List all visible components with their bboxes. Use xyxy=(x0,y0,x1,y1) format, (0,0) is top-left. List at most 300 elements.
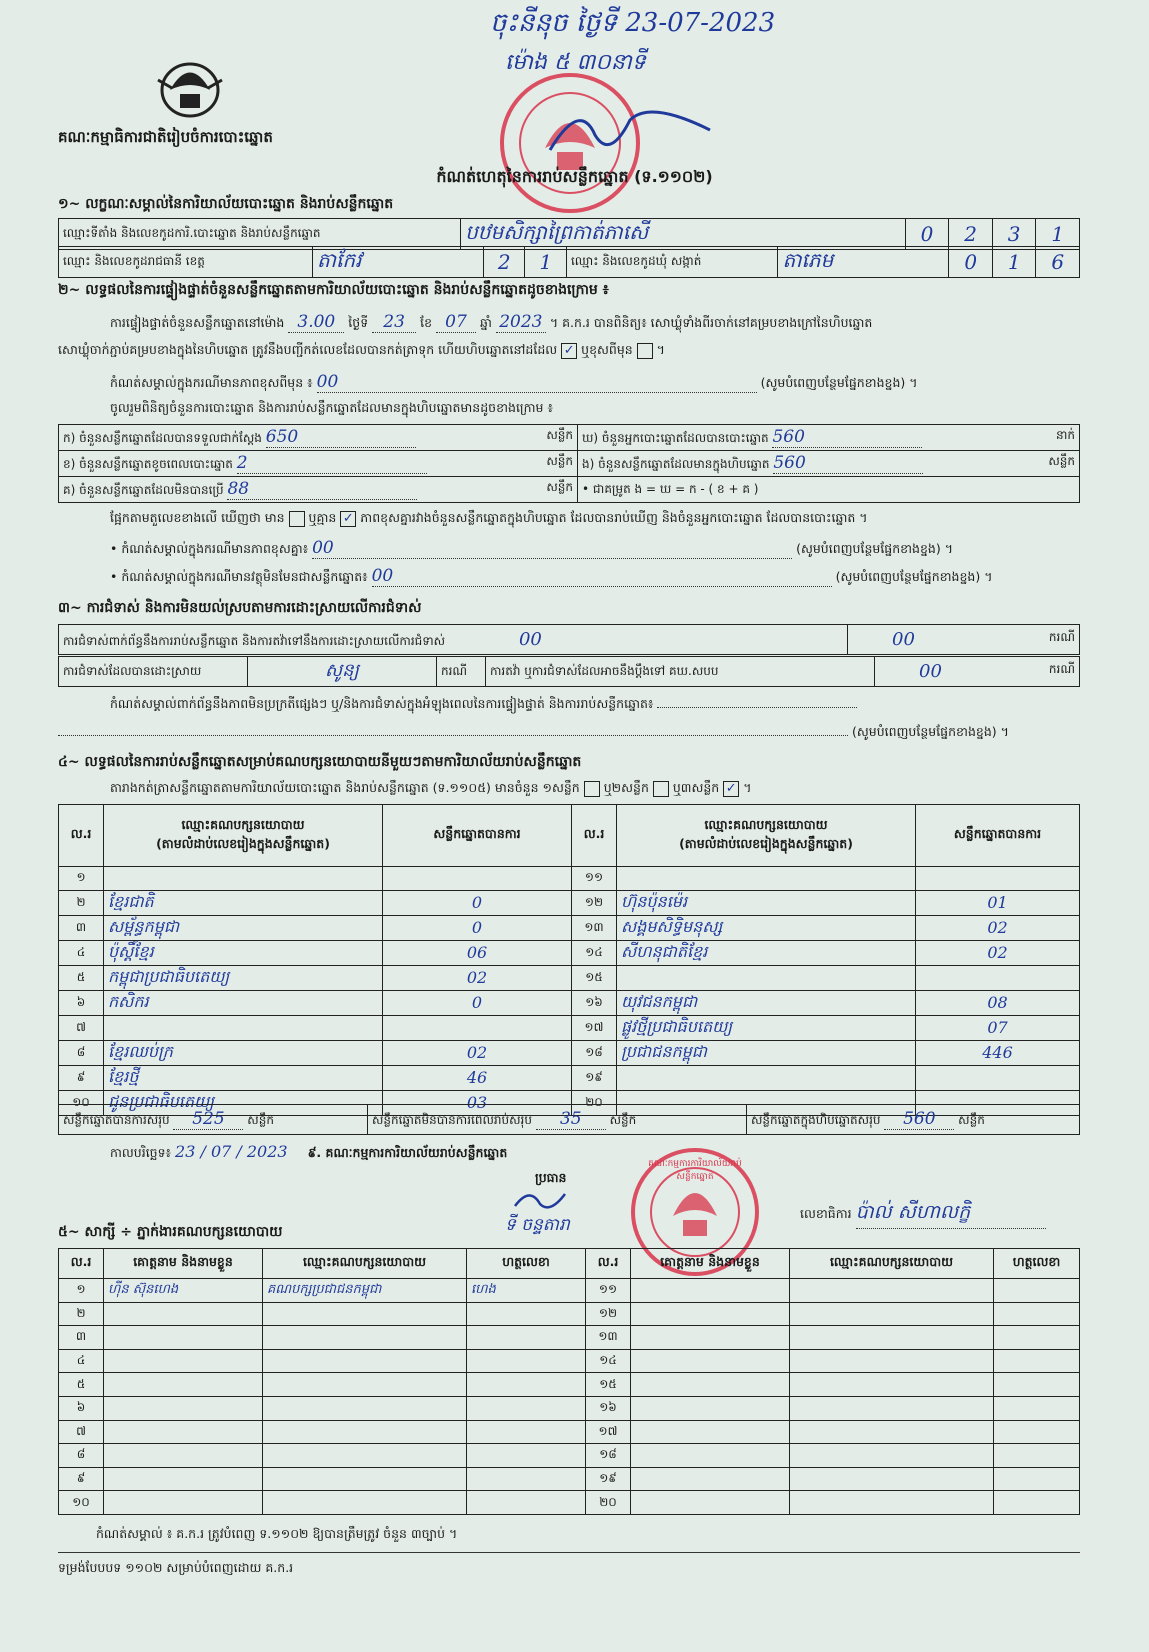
foreign-note-value[interactable]: 00 xyxy=(372,566,832,587)
chair-signature-icon xyxy=(510,1186,570,1216)
sheets-intro: តារាងកត់ត្រាសន្លឹកឆ្នោតតាមការិយាល័យបោះឆ្នោត និងរាប់សន្លឹកឆ្នោត (ទ.១១០៥) មានចំនួន ១សន្លឹក xyxy=(110,780,580,795)
witness-party[interactable] xyxy=(263,1373,467,1397)
witness-name[interactable] xyxy=(631,1326,790,1350)
party-votes[interactable] xyxy=(916,1065,1080,1090)
party-name[interactable]: ប៉ុស្តិ៍ខ្មែរ xyxy=(104,940,383,965)
witness-party[interactable] xyxy=(263,1396,467,1420)
party-results-table xyxy=(58,804,1080,1116)
objection-row-1b xyxy=(848,625,1080,655)
foreign-note-refill: (សូមបំពេញបន្ថែមផ្នែកខាងខ្នង) ។ xyxy=(835,569,993,584)
party-name[interactable]: ផ្លូវថ្មីប្រជាធិបតេយ្យ xyxy=(617,1015,916,1040)
witness-name[interactable] xyxy=(104,1373,263,1397)
commune-code-digit[interactable]: 1 xyxy=(992,247,1036,278)
witness-name[interactable] xyxy=(631,1420,790,1444)
sheets-opt3: ឬ៣សន្លឹក xyxy=(672,780,720,795)
verify-time[interactable]: 3.00 xyxy=(288,312,344,333)
witness-sign[interactable] xyxy=(994,1326,1080,1350)
footer-divider xyxy=(58,1552,1080,1553)
appeal-value[interactable]: 00 xyxy=(919,661,942,682)
seal-note-value[interactable]: 00 xyxy=(317,372,757,393)
party-name[interactable]: សម្ព័ន្ធកម្ពុជា xyxy=(104,915,383,940)
difference-text-a: ផ្អែកតាមតួលេខខាងលើ ឃើញថា មាន xyxy=(110,510,285,525)
row-no: ១៣ xyxy=(586,1326,631,1350)
inbox-unit: សន្លឹក xyxy=(1048,454,1075,468)
resolved-label: ការជំទាស់ដែលបានដោះស្រាយ xyxy=(59,657,248,687)
party-name[interactable]: ខ្មែរជាតិ xyxy=(104,890,383,915)
seal-text: គណៈកម្មការការិយាល័យរាប់សន្លឹកឆ្នោត xyxy=(648,1159,742,1182)
appeal-unit: ករណី xyxy=(1048,662,1075,676)
station-code-digit[interactable]: 0 xyxy=(905,219,949,250)
row-no: ១៦ xyxy=(586,1396,631,1420)
received-unit: សន្លឹក xyxy=(546,428,573,442)
row-no: ១០ xyxy=(59,1491,104,1515)
table-row xyxy=(59,915,1080,940)
party-votes[interactable]: 0 xyxy=(383,915,572,940)
table-row xyxy=(59,1015,1080,1040)
witness-body xyxy=(59,1279,1080,1515)
party-votes[interactable] xyxy=(916,867,1080,891)
party-name[interactable]: កម្ពុជាប្រជាធិបតេយ្យ xyxy=(104,965,383,990)
seal-line-text: សោឃ្លុំចាក់ភ្ជាប់គម្របខាងក្នុងនៃហិបឆ្នោត ត្រូវនឹងបញ្ជីកត់លេខដែលបានកត់ត្រាទុក ហើយហិបឆ្នោតនៅដដែល xyxy=(58,342,558,357)
witness-party[interactable] xyxy=(790,1302,994,1326)
witness-sign[interactable] xyxy=(994,1373,1080,1397)
col-party-label: ឈ្មោះគណបក្សនយោបាយ xyxy=(181,816,305,832)
witness-name[interactable] xyxy=(104,1491,263,1515)
witness-party[interactable] xyxy=(790,1396,994,1420)
witness-table xyxy=(58,1248,1080,1515)
witness-party[interactable] xyxy=(790,1420,994,1444)
witness-party[interactable] xyxy=(263,1420,467,1444)
total-box-cell xyxy=(747,1105,1080,1135)
resolved-unit: ករណី xyxy=(437,657,486,687)
row-no: ២ xyxy=(59,1302,104,1326)
received-value[interactable]: 650 xyxy=(266,427,416,448)
row-no: ១៩ xyxy=(572,1065,617,1090)
row-no: ៥ xyxy=(59,965,104,990)
section-1-table-2 xyxy=(58,246,1080,278)
witness-party[interactable] xyxy=(263,1467,467,1491)
witness-sign[interactable] xyxy=(994,1467,1080,1491)
witness-sign[interactable] xyxy=(467,1491,586,1515)
witness-name[interactable] xyxy=(631,1349,790,1373)
col-party-label: ឈ្មោះគណបក្សនយោបាយ xyxy=(704,816,828,832)
row-no: ៥ xyxy=(59,1373,104,1397)
witness-party[interactable] xyxy=(790,1373,994,1397)
col-no: ល.រ xyxy=(59,805,104,867)
witness-sign[interactable] xyxy=(467,1326,586,1350)
commune-code-digit[interactable]: 6 xyxy=(1036,247,1080,278)
witness-name[interactable] xyxy=(104,1444,263,1468)
province-value[interactable]: តាកែវ xyxy=(312,247,483,278)
station-code-digit[interactable]: 1 xyxy=(1036,219,1080,250)
voters-value[interactable]: 560 xyxy=(772,427,922,448)
difference-no-checkbox[interactable]: ✓ xyxy=(340,511,356,527)
difference-text-c: ភាពខុសគ្នារវាងចំនួនសន្លឹកឆ្នោតក្នុងហិបឆ្នោត ដែលបានរាប់ឃើញ និងចំនួនអ្នកបោះឆ្នោត ដែលបានបោះឆ្នោត ។ xyxy=(360,510,868,525)
witness-party[interactable] xyxy=(263,1326,467,1350)
seal-changed-label: ឬខុសពីមុន xyxy=(581,342,633,357)
seal-intact-checkbox[interactable]: ✓ xyxy=(561,343,577,359)
committee-label: ៩. គណៈកម្មការការិយាល័យរាប់សន្លឹកឆ្នោត xyxy=(307,1145,508,1160)
handwritten-date-note: ចុះនីនុច ថ្ងៃទី 23-07-2023 xyxy=(490,8,776,38)
date-line xyxy=(110,1142,507,1164)
col-party xyxy=(617,805,916,867)
party-name[interactable]: ជូនប្រជាធិបតេយ្យ xyxy=(104,1090,383,1115)
col-party xyxy=(104,805,383,867)
witness-sign[interactable] xyxy=(467,1302,586,1326)
witness-sign[interactable] xyxy=(994,1302,1080,1326)
sheets-opt2: ឬ២សន្លឹក xyxy=(603,780,649,795)
witness-party[interactable] xyxy=(790,1444,994,1468)
witness-sign[interactable] xyxy=(994,1349,1080,1373)
party-name[interactable]: ខ្មែរថ្មី xyxy=(104,1065,383,1090)
party-votes[interactable]: 03 xyxy=(383,1090,572,1115)
total-box-label: សន្លឹកឆ្នោតក្នុងហិបឆ្នោតសរុប xyxy=(751,1113,881,1127)
other-note-label: កំណត់សម្គាល់ពាក់ព័ន្ធនឹងភាពមិនប្រក្រតីផ្សេងៗ ឬ/និងការជំទាស់ក្នុងអំឡុងពេលនៃការផ្ទៀងផ្ទាត់ និងការរាប់សន្លឹកឆ្នោត៖ xyxy=(110,696,654,711)
table-row xyxy=(59,1491,1080,1515)
party-name[interactable]: ប្រជាជនកម្ពុជា xyxy=(617,1040,916,1065)
row-no: ១៨ xyxy=(572,1040,617,1065)
party-votes[interactable]: 0 xyxy=(383,990,572,1015)
row-no: ៤ xyxy=(59,1349,104,1373)
spoiled-label: ខ) ចំនួនសន្លឹកឆ្នោតខូចពេលបោះឆ្នោត xyxy=(63,457,233,471)
party-votes[interactable]: 06 xyxy=(383,940,572,965)
row-no: ៩ xyxy=(59,1065,104,1090)
party-votes[interactable]: 02 xyxy=(916,940,1080,965)
witness-party[interactable] xyxy=(790,1279,994,1303)
other-note-field-2[interactable] xyxy=(58,735,848,736)
witness-sign[interactable] xyxy=(467,1444,586,1468)
total-valid-cell xyxy=(59,1105,368,1135)
day-label: ថ្ងៃទី xyxy=(348,315,369,330)
table-row xyxy=(59,1279,1080,1303)
row-no: ១០ xyxy=(59,1090,104,1115)
date-value[interactable]: 23 / 07 / 2023 xyxy=(175,1142,288,1161)
party-name[interactable]: កសិករ xyxy=(104,990,383,1015)
row-no: ១៣ xyxy=(572,915,617,940)
province-code-digit[interactable]: 2 xyxy=(483,247,524,278)
verify-suffix: ។ គ.ក.រ បានពិនិត្យ៖ សោឃ្លុំទាំងពីរចាក់នៅគម្របខាងក្រៅនៃហិបឆ្នោត xyxy=(549,315,873,330)
section-4-title: ៤~ លទ្ធផលនៃការរាប់សន្លឹកឆ្នោតសម្រាប់គណបក្សនយោបាយនីមួយៗតាមការិយាល័យរាប់សន្លឹកឆ្នោត xyxy=(58,754,582,770)
spoiled-cell xyxy=(59,451,578,477)
total-invalid-unit: សន្លឹក xyxy=(609,1113,637,1127)
table-row xyxy=(59,1420,1080,1444)
secretary-line xyxy=(800,1200,1046,1229)
table-row xyxy=(59,1326,1080,1350)
party-votes[interactable]: 02 xyxy=(383,965,572,990)
party-votes[interactable]: 0 xyxy=(383,890,572,915)
chair-label: ប្រធាន xyxy=(535,1170,567,1185)
other-note-line xyxy=(110,696,1080,715)
objection-value-1[interactable]: 00 xyxy=(518,628,542,650)
appeal-cell xyxy=(875,657,1080,687)
witness-sign[interactable] xyxy=(467,1396,586,1420)
witness-name[interactable] xyxy=(104,1467,263,1491)
objections-table xyxy=(58,624,1080,655)
col-sign: ហត្ថលេខា xyxy=(994,1249,1080,1279)
witness-sign[interactable] xyxy=(994,1420,1080,1444)
footer-form-ref: ទម្រង់បែបបទ ១១០២ សម្រាប់បំពេញដោយ គ.ក.រ xyxy=(58,1560,294,1575)
table-row xyxy=(59,1302,1080,1326)
row-no: ១២ xyxy=(586,1302,631,1326)
inbox-cell xyxy=(578,451,1080,477)
witness-name[interactable] xyxy=(631,1467,790,1491)
unused-unit: សន្លឹក xyxy=(546,480,573,494)
party-name[interactable]: ខ្មែរឈប់ក្រ xyxy=(104,1040,383,1065)
witness-name[interactable] xyxy=(104,1349,263,1373)
total-invalid-cell xyxy=(368,1105,747,1135)
witness-name[interactable] xyxy=(104,1326,263,1350)
seal-note-line xyxy=(110,372,1090,394)
station-label: ឈ្មោះទីតាំង និងលេខកូដការិ.បោះឆ្នោត និងរាប់សន្លឹកឆ្នោត xyxy=(59,219,461,250)
party-votes[interactable]: 01 xyxy=(916,890,1080,915)
secretary-name[interactable]: ប៉ាល់ សីហាលក្ខិ xyxy=(856,1200,1046,1229)
witness-sign[interactable] xyxy=(994,1444,1080,1468)
row-no: ១៤ xyxy=(586,1349,631,1373)
row-no: ៦ xyxy=(59,1396,104,1420)
total-invalid-value[interactable]: 35 xyxy=(536,1109,606,1130)
col-party: ឈ្មោះគណបក្សនយោបាយ xyxy=(263,1249,467,1279)
witness-party[interactable] xyxy=(263,1491,467,1515)
commission-name: គណៈកម្មាធិការជាតិរៀបចំការបោះឆ្នោត xyxy=(58,128,273,146)
objection-row-1 xyxy=(59,625,848,655)
col-votes: សន្លឹកឆ្នោតបានការ xyxy=(383,805,572,867)
commune-code-digit[interactable]: 0 xyxy=(949,247,993,278)
col-party-sub: (តាមលំដាប់លេខរៀងក្នុងសន្លឹកឆ្នោត) xyxy=(679,835,853,851)
party-name[interactable] xyxy=(617,1065,916,1090)
table-row xyxy=(59,965,1080,990)
table-row xyxy=(59,890,1080,915)
witness-sign[interactable] xyxy=(994,1396,1080,1420)
inbox-value[interactable]: 560 xyxy=(773,453,923,474)
witness-name[interactable] xyxy=(104,1420,263,1444)
received-label: ក) ចំនួនសន្លឹកឆ្នោតដែលបានទទួលជាក់ស្តែង xyxy=(63,431,262,445)
row-no: ១៥ xyxy=(572,965,617,990)
witness-name[interactable] xyxy=(631,1491,790,1515)
party-name[interactable] xyxy=(104,867,383,891)
witness-sign[interactable] xyxy=(467,1373,586,1397)
witness-name[interactable] xyxy=(631,1302,790,1326)
col-party-sub: (តាមលំដាប់លេខរៀងក្នុងសន្លឹកឆ្នោត) xyxy=(156,835,330,851)
row-no: ៦ xyxy=(59,990,104,1015)
spoiled-value[interactable]: 2 xyxy=(237,453,427,474)
verify-year[interactable]: 2023 xyxy=(496,312,546,333)
col-name: គោត្តនាម និងនាមខ្លួន xyxy=(104,1249,263,1279)
row-no: ១៨ xyxy=(586,1444,631,1468)
form-title: កំណត់ហេតុនៃការរាប់សន្លឹកឆ្នោត (ទ.១១០២) xyxy=(436,167,713,186)
party-name[interactable] xyxy=(617,867,916,891)
commune-value[interactable]: តាភេម xyxy=(778,247,949,278)
section-1-title: ១~ លក្ខណៈសម្គាល់នៃការិយាល័យបោះឆ្នោត និងរាប់សន្លឹកឆ្នោត xyxy=(58,196,394,212)
station-value[interactable]: បឋមសិក្សាព្រៃកាត់ភាសើ xyxy=(461,219,906,250)
row-no: ១ xyxy=(59,867,104,891)
row-no: ២០ xyxy=(572,1090,617,1115)
voters-label: ឃ) ចំនួនអ្នកបោះឆ្នោតដែលបានបោះឆ្នោត xyxy=(582,431,769,445)
row-no: ២០ xyxy=(586,1491,631,1515)
sheets-line: តារាងកត់ត្រាសន្លឹកឆ្នោតតាមការិយាល័យបោះឆ្នោត និងរាប់សន្លឹកឆ្នោត (ទ.១១០៥) មានចំនួន ១សន្លឹក ឬ២សន្លឹក ឬ៣សន្លឹក ✓ ។ xyxy=(110,780,752,796)
other-note-line-2 xyxy=(58,724,1080,743)
unused-label: គ) ចំនួនសន្លឹកឆ្នោតដែលមិនបានប្រើ xyxy=(63,483,224,497)
diff-note-value[interactable]: 00 xyxy=(312,538,792,559)
seal-line: សោឃ្លុំចាក់ភ្ជាប់គម្របខាងក្នុងនៃហិបឆ្នោត ត្រូវនឹងបញ្ជីកត់លេខដែលបានកត់ត្រាទុក ហើយហិបឆ្នោតនៅដដែល ✓ ឬខុសពីមុន ។ xyxy=(58,342,665,358)
witness-sign[interactable] xyxy=(467,1420,586,1444)
witness-party[interactable] xyxy=(263,1302,467,1326)
station-code-digit[interactable]: 3 xyxy=(992,219,1036,250)
verify-day[interactable]: 23 xyxy=(372,312,416,333)
sheets-3-checkbox[interactable]: ✓ xyxy=(723,781,739,797)
party-name[interactable]: ហ៊ុនប៉ុនម៉េរ xyxy=(617,890,916,915)
voters-cell xyxy=(578,425,1080,451)
total-invalid-label: សន្លឹកឆ្នោតមិនបានការពេលរាប់សរុប xyxy=(372,1113,532,1127)
row-no: ១ xyxy=(59,1279,104,1303)
party-votes[interactable]: 02 xyxy=(383,1040,572,1065)
difference-line xyxy=(110,510,868,529)
objection-label-1: ការជំទាស់ពាក់ព័ន្ធនឹងការរាប់សន្លឹកឆ្នោត និងការតវ៉ាទៅនឹងការដោះស្រាយលើការជំទាស់ xyxy=(63,633,446,648)
party-votes[interactable] xyxy=(383,867,572,891)
row-no: ១៩ xyxy=(586,1467,631,1491)
row-no: ១១ xyxy=(586,1279,631,1303)
seal-changed-checkbox[interactable] xyxy=(637,343,653,359)
witness-name[interactable] xyxy=(631,1279,790,1303)
witness-name[interactable] xyxy=(631,1444,790,1468)
party-name[interactable] xyxy=(617,965,916,990)
resolved-value[interactable]: សូន្យ xyxy=(248,657,437,687)
party-votes[interactable] xyxy=(916,965,1080,990)
objection-value-1b[interactable]: 00 xyxy=(892,629,915,650)
station-code-digit[interactable]: 2 xyxy=(949,219,993,250)
witness-party[interactable] xyxy=(790,1491,994,1515)
table-row xyxy=(59,1467,1080,1491)
row-no: ៤ xyxy=(59,940,104,965)
witness-sign[interactable] xyxy=(994,1279,1080,1303)
col-sign: ហត្ថលេខា xyxy=(467,1249,586,1279)
foreign-note-label: • កំណត់សម្គាល់ក្នុងករណីមានវត្ថុមិនមែនជាសន្លឹកឆ្នោត៖ xyxy=(110,569,368,584)
total-box-value[interactable]: 560 xyxy=(884,1109,954,1130)
table-row xyxy=(59,990,1080,1015)
difference-yes-checkbox[interactable] xyxy=(289,511,305,527)
party-name[interactable] xyxy=(104,1015,383,1040)
sheets-1-checkbox[interactable] xyxy=(584,781,600,797)
row-no: ៧ xyxy=(59,1420,104,1444)
witness-party[interactable] xyxy=(263,1349,467,1373)
footer-note: កំណត់សម្គាល់ ៖ គ.ក.រ ត្រូវបំពេញ ទ.១១០២ ឱ្យបានត្រឹមត្រូវ ចំនួន ៣ច្បាប់ ។ xyxy=(96,1526,458,1541)
unused-cell xyxy=(59,477,578,503)
section-2-title: ២~ លទ្ធផលនៃការផ្ទៀងផ្ទាត់ចំនួនសន្លឹកឆ្នោតតាមការិយាល័យបោះឆ្នោត និងរាប់សន្លឹកឆ្នោតដូចខាងក្រោម ៖ xyxy=(58,282,609,298)
party-name[interactable]: យុវជនកម្ពុជា xyxy=(617,990,916,1015)
year-label: ឆ្នាំ xyxy=(479,315,492,330)
table-row xyxy=(59,1065,1080,1090)
appeal-label: ការតវ៉ា ឬការជំទាស់ដែលអាចនឹងប្តឹងទៅ គឃ.សបប xyxy=(486,657,875,687)
party-votes[interactable]: 02 xyxy=(916,915,1080,940)
total-valid-value[interactable]: 525 xyxy=(173,1109,243,1130)
witness-sign[interactable] xyxy=(467,1349,586,1373)
witness-sign[interactable]: ហេង xyxy=(467,1279,586,1303)
checklist-intro: ចូលរួមពិនិត្យចំនួនការបោះឆ្នោត និងការរាប់សន្លឹកឆ្នោតដែលមានក្នុងហិបឆ្នោតមានដូចខាងក្រោម ៖ xyxy=(110,400,553,415)
party-name[interactable]: សង្គមសិទ្ធិមនុស្ស xyxy=(617,915,916,940)
spoiled-unit: សន្លឹក xyxy=(546,454,573,468)
col-no: ល.រ xyxy=(586,1249,631,1279)
sheets-2-checkbox[interactable] xyxy=(653,781,669,797)
witness-name[interactable] xyxy=(104,1396,263,1420)
other-note-field[interactable] xyxy=(657,707,857,708)
row-no: ១៧ xyxy=(586,1420,631,1444)
table-row xyxy=(59,867,1080,891)
table-row xyxy=(59,1040,1080,1065)
party-votes[interactable]: 08 xyxy=(916,990,1080,1015)
witness-name[interactable] xyxy=(631,1373,790,1397)
secretary-label: លេខាធិការ xyxy=(800,1206,852,1221)
witness-party[interactable] xyxy=(790,1349,994,1373)
province-label: ឈ្មោះ និងលេខកូដរាជធានី ខេត្ត xyxy=(59,247,313,278)
unused-value[interactable]: 88 xyxy=(227,479,417,500)
total-valid-label: សន្លឹកឆ្នោតបានការសរុប xyxy=(63,1113,170,1127)
party-votes[interactable] xyxy=(383,1015,572,1040)
month-label: ខែ xyxy=(420,315,433,330)
diff-note-line xyxy=(110,538,1080,560)
col-name: គោត្តនាម និងនាមខ្លួន xyxy=(631,1249,790,1279)
witness-party[interactable] xyxy=(790,1467,994,1491)
objection-unit-1: ករណី xyxy=(1048,630,1075,644)
party-votes[interactable]: 46 xyxy=(383,1065,572,1090)
witness-name[interactable] xyxy=(104,1302,263,1326)
row-no: ៣ xyxy=(59,915,104,940)
row-no: ៩ xyxy=(59,1467,104,1491)
witness-sign[interactable] xyxy=(994,1491,1080,1515)
total-box-unit: សន្លឹក xyxy=(958,1113,985,1127)
other-note-refill: (សូមបំពេញបន្ថែមផ្នែកខាងខ្នង) ។ xyxy=(851,724,1009,739)
witness-party[interactable] xyxy=(790,1326,994,1350)
party-votes[interactable]: 07 xyxy=(916,1015,1080,1040)
witness-party[interactable] xyxy=(263,1444,467,1468)
section-5-title: ៥~ សាក្សី ÷ ភ្នាក់ងារគណបក្សនយោបាយ xyxy=(58,1224,283,1240)
received-cell xyxy=(59,425,578,451)
row-no: ២ xyxy=(59,890,104,915)
total-valid-unit: សន្លឹក xyxy=(247,1113,274,1127)
row-no: ១៧ xyxy=(572,1015,617,1040)
foreign-note-line xyxy=(110,566,1080,588)
difference-text-b: ឬគ្មាន xyxy=(308,510,337,525)
handwritten-time-note: ម៉ោង ៥ ៣០នាទី xyxy=(505,50,646,75)
witness-sign[interactable] xyxy=(467,1467,586,1491)
chair-name: ទី ចន្ទតារា xyxy=(505,1215,570,1235)
party-votes[interactable]: 446 xyxy=(916,1040,1080,1065)
signature-top-icon xyxy=(540,90,720,170)
row-no: ៣ xyxy=(59,1326,104,1350)
row-no: ១៥ xyxy=(586,1373,631,1397)
witness-party[interactable]: គណបក្សប្រជាជនកម្ពុជា xyxy=(263,1279,467,1303)
party-name[interactable]: សីហនុជាតិខ្មែរ xyxy=(617,940,916,965)
objections-table-2 xyxy=(58,656,1080,687)
diff-note-refill: (សូមបំពេញបន្ថែមផ្នែកខាងខ្នង) ។ xyxy=(796,541,953,556)
row-no: ១៤ xyxy=(572,940,617,965)
witness-name[interactable] xyxy=(631,1396,790,1420)
section-3-title: ៣~ ការជំទាស់ និងការមិនយល់ស្របតាមការដោះស្រាយលើការជំទាស់ xyxy=(58,600,422,616)
table-row xyxy=(59,1373,1080,1397)
row-no: ១១ xyxy=(572,867,617,891)
table-row xyxy=(59,1349,1080,1373)
date-label: កាលបរិច្ឆេទ៖ xyxy=(110,1145,172,1160)
verify-month[interactable]: 07 xyxy=(436,312,476,333)
col-votes: សន្លឹកឆ្នោតបានការ xyxy=(916,805,1080,867)
witness-name[interactable]: ហ៊ីន ស៊ុនហេង xyxy=(104,1279,263,1303)
party-results-body xyxy=(59,867,1080,1116)
table-row xyxy=(59,1444,1080,1468)
table-row xyxy=(59,940,1080,965)
province-code-digit[interactable]: 1 xyxy=(525,247,566,278)
verify-line xyxy=(110,312,1090,334)
diff-note-label: • កំណត់សម្គាល់ក្នុងករណីមានភាពខុសគ្នា៖ xyxy=(110,541,309,556)
commune-label: ឈ្មោះ និងលេខកូដឃុំ សង្កាត់ xyxy=(566,247,777,278)
table-row xyxy=(59,1396,1080,1420)
